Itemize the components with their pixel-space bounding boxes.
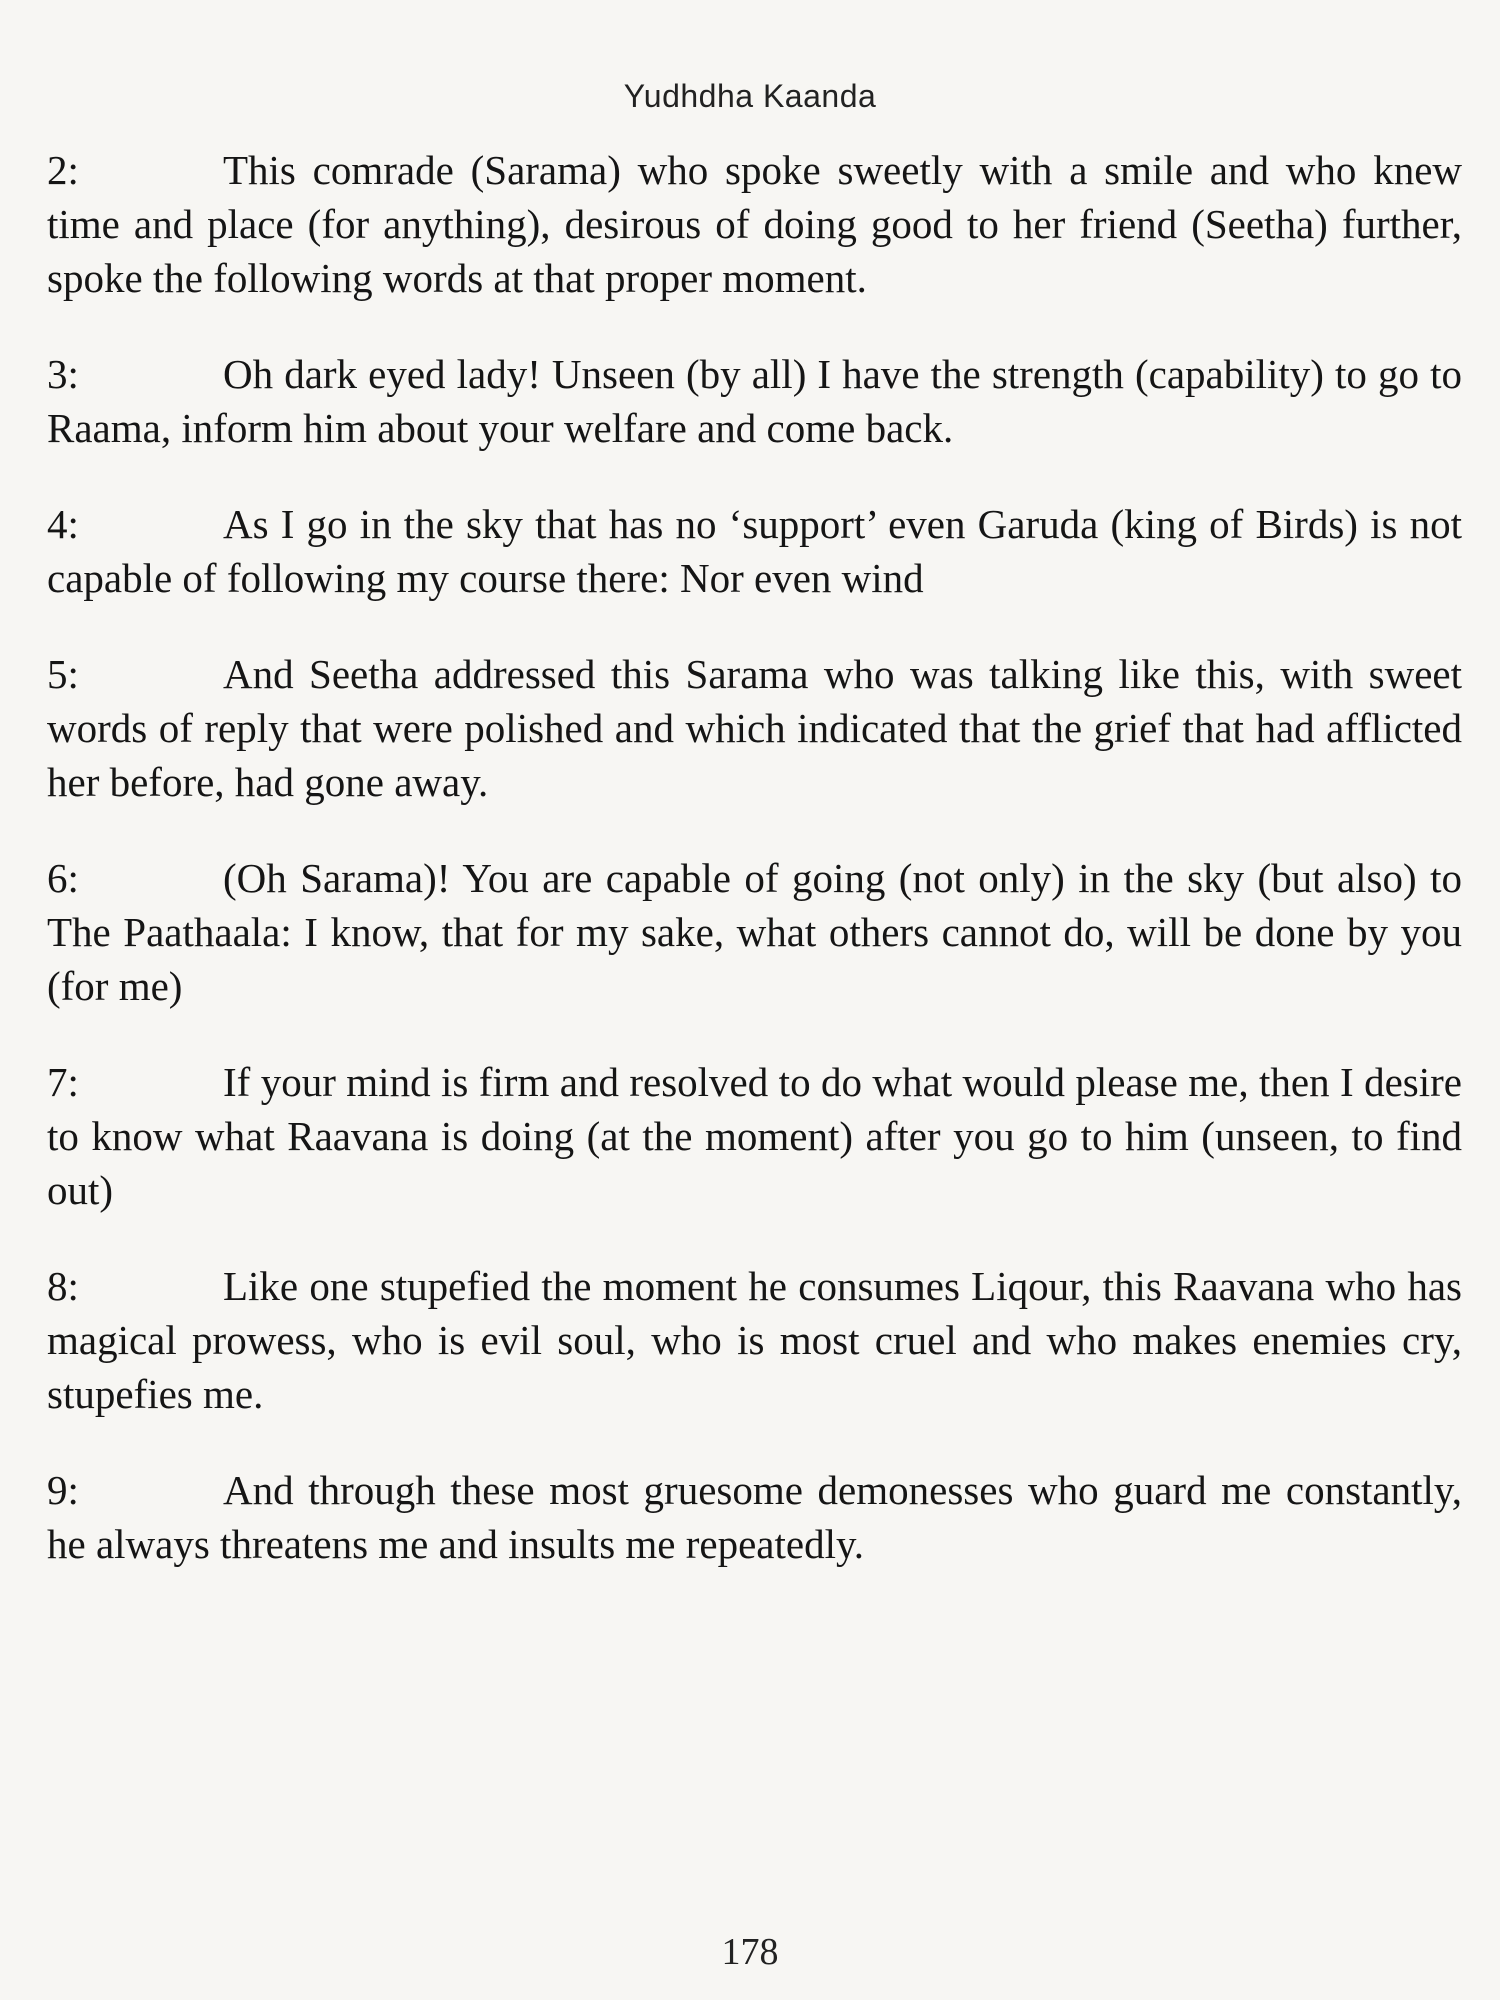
verse-text: Like one stupefied the moment he consumes Liqour, this Raavana who has magical prowess, who is evil soul, who is most cruel and who makes enemies cry, stupefies me. [47,1263,1462,1417]
verse [47,347,1462,455]
verse-number: 2: [47,147,79,193]
verse-number: 3: [47,351,79,397]
verse-number: 7: [47,1059,79,1105]
verse-number: 8: [47,1263,79,1309]
verse [47,497,1462,605]
verse-number: 6: [47,855,79,901]
verse [47,1463,1462,1571]
verse-number: 5: [47,651,79,697]
verse-text: And Seetha addressed this Sarama who was talking like this, with sweet words of reply that were polished and which indicated that the grief that had afflicted her before, had gone away. [47,651,1462,805]
verse [47,647,1462,809]
verse-list [47,143,1462,1613]
verse-text: And through these most gruesome demonesses who guard me constantly, he always threatens me and insults me repeatedly. [47,1467,1462,1567]
verse [47,1259,1462,1421]
verse-number: 9: [47,1467,79,1513]
running-head: Yudhdha Kaanda [623,78,877,114]
verse-text: This comrade (Sarama) who spoke sweetly with a smile and who knew time and place (for anything), desirous of doing good to her friend (Seetha) further, spoke the following words at that proper moment. [47,147,1462,301]
verse-text: As I go in the sky that has no ‘support’ even Garuda (king of Birds) is not capable of following my course there: Nor even wind [47,501,1462,601]
verse-text: Oh dark eyed lady! Unseen (by all) I have the strength (capability) to go to Raama, inform him about your welfare and come back. [47,351,1462,451]
page-number: 178 [721,1931,779,1973]
verse-text: If your mind is firm and resolved to do what would please me, then I desire to know what Raavana is doing (at the moment) after you go to him (unseen, to find out) [47,1059,1462,1213]
verse [47,851,1462,1013]
verse-text: (Oh Sarama)! You are capable of going (not only) in the sky (but also) to The Paathaala: I know, that for my sake, what others cannot do, will be done by you (for me) [47,855,1462,1009]
verse [47,1055,1462,1217]
verse-number: 4: [47,501,79,547]
verse [47,143,1462,305]
